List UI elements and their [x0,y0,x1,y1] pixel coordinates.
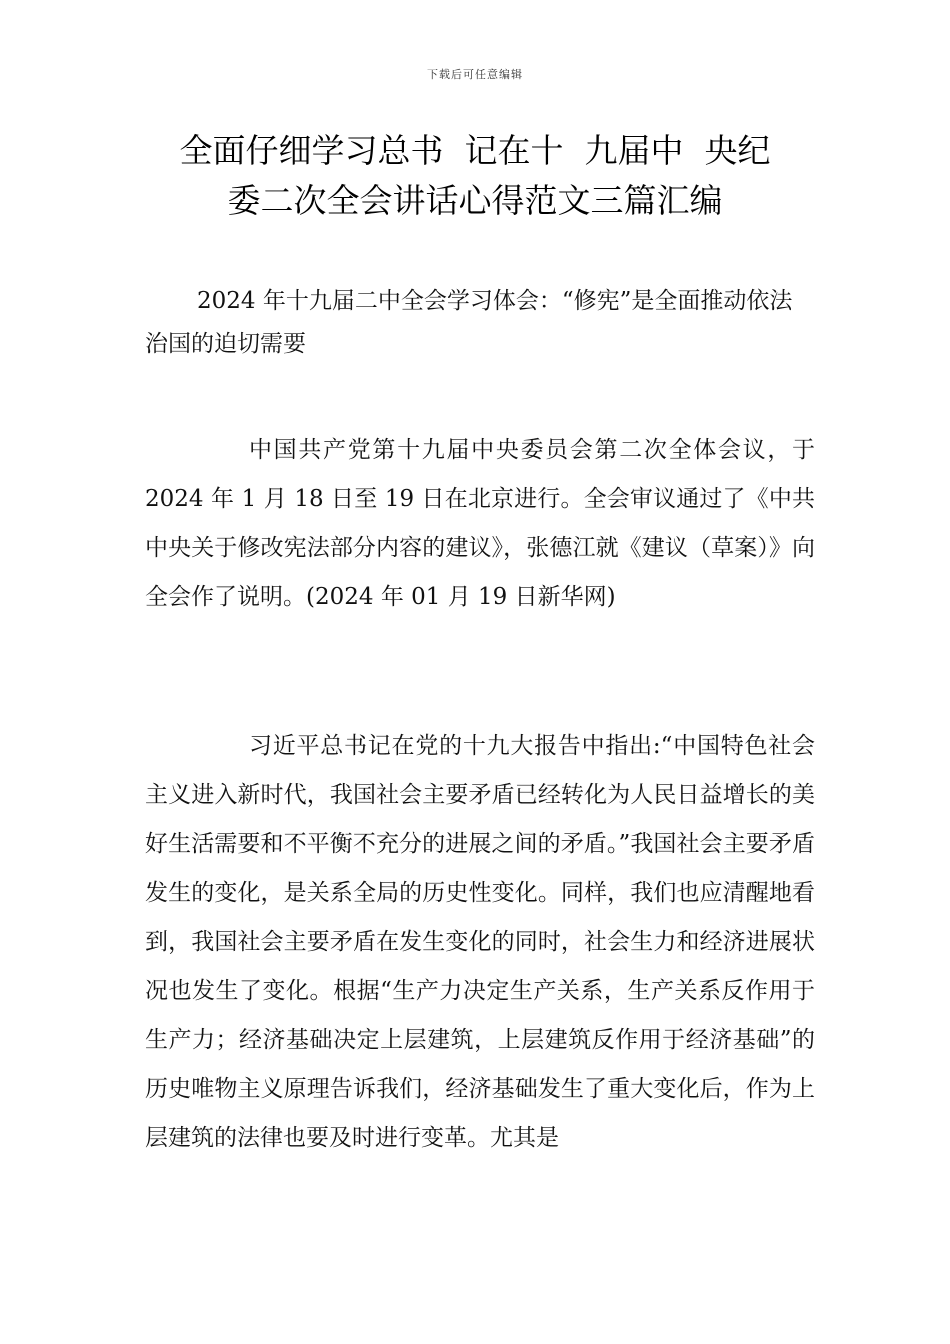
body-paragraph: 中国共产党第十九届中央委员会第二次全体会议，于 2024 年 1 月 18 日至 19 日在北京进行。全会审议通过了《中共中央关于修改宪法部分内容的建议》，张德江就《建议（草案）》向全会作了说明。(2024 年 01 月 19 日新华网) [145,437,815,610]
title-line-1: 全面仔细学习总书 记在十 九届中 央纪 [179,131,771,170]
body-paragraph: 习近平总书记在党的十九大报告中指出:“中国特色社会主义进入新时代，我国社会主要矛盾已经转化为人民日益增长的美好生活需要和不平衡不充分的进展之间的矛盾。”我国社会主要矛盾发生的变化，是关系全局的历史性变化。同样，我们也应清醒地看到，我国社会主要矛盾在发生变化的同时，社会生力和经济进展状况也发生了变化。根据“生产力决定生产关系，生产关系反作用于生产力；经济基础决定上层建筑，上层建筑反作用于经济基础”的历史唯物主义原理告诉我们，经济基础发生了重大变化后，作为上层建筑的法律也要及时进行变革。尤其是 [145,733,815,1151]
section-subtitle: 2024 年十九届二中全会学习体会：“修宪”是全面推动依法治国的迫切需要 [145,288,793,357]
title-line-2: 委二次全会讲话心得范文三篇汇编 [227,181,723,220]
document-title [100,126,850,226]
header-note: 下载后可任意编辑 [427,68,523,81]
